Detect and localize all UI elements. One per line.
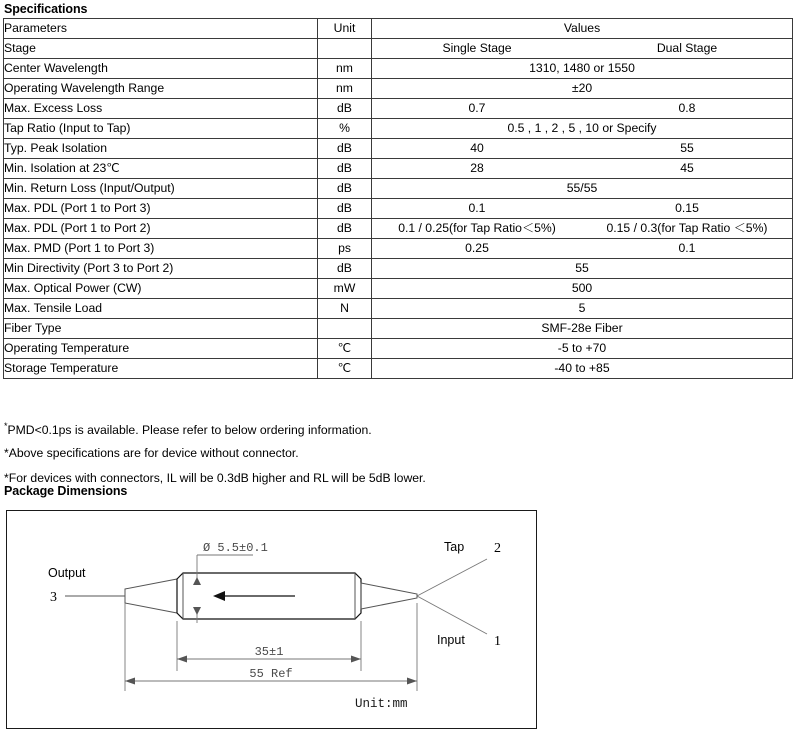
table-row (4, 259, 793, 279)
cell-unit: dB (318, 179, 372, 199)
footnote-without-connector: *Above specifications are for device without connector. (4, 446, 299, 460)
cell-value (372, 139, 793, 159)
input-lead-line (417, 596, 487, 634)
cell-value-dual-stage: 0.8 (678, 101, 696, 115)
package-drawing-svg (7, 511, 536, 728)
cell-unit: ℃ (318, 339, 372, 359)
cell-unit: dB (318, 159, 372, 179)
cell-value-dual-stage: 0.15 (675, 201, 699, 215)
cell-parameter: Operating Wavelength Range (4, 79, 318, 99)
cell-value (372, 99, 793, 119)
cell-unit: dB (318, 219, 372, 239)
cell-value-single-stage: 0.7 (468, 101, 486, 115)
table-row (4, 79, 793, 99)
cell-parameter: Operating Temperature (4, 339, 318, 359)
cell-value (372, 219, 793, 239)
footnote-pmd (4, 421, 372, 437)
cell-unit: % (318, 119, 372, 139)
cell-value (372, 159, 793, 179)
cell-parameter: Max. PDL (Port 1 to Port 2) (4, 219, 318, 239)
value-split (372, 39, 792, 58)
port-output-label: Output (48, 566, 86, 580)
port-tap-number: 2 (494, 541, 501, 556)
cell-value-single-stage: Single Stage (442, 41, 512, 55)
table-row (4, 239, 793, 259)
cell-value-single-stage: 28 (470, 161, 484, 175)
table-row (4, 319, 793, 339)
cell-value: Values (372, 19, 793, 39)
cell-parameter: Min Directivity (Port 3 to Port 2) (4, 259, 318, 279)
cell-value-single-stage: 0.25 (465, 241, 489, 255)
port-input-label: Input (437, 633, 465, 647)
table-row (4, 159, 793, 179)
value-split (372, 139, 792, 158)
table-row (4, 139, 793, 159)
cell-unit: Unit (318, 19, 372, 39)
total-length-label: 55 Ref (249, 667, 293, 681)
cell-value: 55/55 (372, 179, 793, 199)
table-row (4, 219, 793, 239)
page-title-specifications: Specifications (4, 2, 88, 16)
value-split (372, 159, 792, 178)
cell-value-single-stage: 40 (470, 141, 484, 155)
diameter-dimension (193, 555, 253, 623)
table-row (4, 39, 793, 59)
unit-label: Unit:mm (355, 697, 408, 711)
value-split (372, 239, 792, 258)
cell-parameter: Fiber Type (4, 319, 318, 339)
cell-parameter: Max. Optical Power (CW) (4, 279, 318, 299)
cell-value-dual-stage: 0.15 / 0.3(for Tap Ratio ＜5%) (606, 221, 768, 235)
cell-value: -5 to +70 (372, 339, 793, 359)
cell-value: -40 to +85 (372, 359, 793, 379)
cell-unit (318, 319, 372, 339)
cell-unit (318, 39, 372, 59)
cell-parameter: Max. PDL (Port 1 to Port 3) (4, 199, 318, 219)
table-row (4, 359, 793, 379)
table-row (4, 339, 793, 359)
value-split (372, 219, 792, 238)
signal-direction-arrow (213, 591, 295, 601)
port-output-number: 3 (50, 590, 57, 605)
cell-unit: ps (318, 239, 372, 259)
cell-value: 0.5 , 1 , 2 , 5 , 10 or Specify (372, 119, 793, 139)
cell-value-dual-stage: 45 (680, 161, 694, 175)
specifications-table (3, 18, 793, 379)
cell-parameter: Min. Return Loss (Input/Output) (4, 179, 318, 199)
cell-unit: nm (318, 79, 372, 99)
cell-parameter: Stage (4, 39, 318, 59)
cell-value (372, 199, 793, 219)
cell-unit: ℃ (318, 359, 372, 379)
port-tap-label: Tap (444, 540, 465, 554)
cell-value: SMF-28e Fiber (372, 319, 793, 339)
cell-value: ±20 (372, 79, 793, 99)
cell-value (372, 39, 793, 59)
table-row (4, 179, 793, 199)
cell-unit: dB (318, 139, 372, 159)
value-split (372, 99, 792, 118)
cell-parameter: Center Wavelength (4, 59, 318, 79)
body-length-label: 35±1 (254, 645, 284, 659)
cell-unit: N (318, 299, 372, 319)
table-row (4, 299, 793, 319)
cell-parameter: Max. Excess Loss (4, 99, 318, 119)
cell-unit: dB (318, 259, 372, 279)
cell-value: 1310, 1480 or 1550 (372, 59, 793, 79)
cell-value (372, 239, 793, 259)
specifications-table-wrap (3, 18, 793, 379)
cell-parameter: Typ. Peak Isolation (4, 139, 318, 159)
cell-value: 500 (372, 279, 793, 299)
specifications-table-body (4, 19, 793, 379)
footnote-asterisk: * (4, 421, 8, 431)
value-split (372, 199, 792, 218)
table-row (4, 59, 793, 79)
page-title-package-dimensions: Package Dimensions (4, 484, 128, 498)
cell-value-dual-stage: Dual Stage (656, 41, 718, 55)
left-boot (125, 579, 177, 613)
table-row (4, 199, 793, 219)
cell-parameter: Tap Ratio (Input to Tap) (4, 119, 318, 139)
footnote-pmd-text: PMD<0.1ps is available. Please refer to below ordering information. (7, 423, 372, 437)
tap-lead-line (417, 559, 487, 596)
cell-unit: dB (318, 199, 372, 219)
cell-value-single-stage: 0.1 / 0.25(for Tap Ratio＜5%) (398, 221, 556, 235)
cell-unit: nm (318, 59, 372, 79)
cell-unit: mW (318, 279, 372, 299)
table-row (4, 279, 793, 299)
cell-parameter: Max. PMD (Port 1 to Port 3) (4, 239, 318, 259)
package-dimensions-diagram (6, 510, 537, 729)
table-row (4, 99, 793, 119)
cell-parameter: Parameters (4, 19, 318, 39)
cell-value: 5 (372, 299, 793, 319)
footnote-with-connectors: *For devices with connectors, IL will be 0.3dB higher and RL will be 5dB lower. (4, 471, 426, 485)
right-boot (361, 583, 417, 609)
cell-value-dual-stage: 0.1 (678, 241, 696, 255)
diameter-label: Ø 5.5±0.1 (203, 541, 268, 555)
cell-parameter: Min. Isolation at 23℃ (4, 159, 318, 179)
cell-parameter: Storage Temperature (4, 359, 318, 379)
table-row (4, 19, 793, 39)
cell-value-single-stage: 0.1 (468, 201, 486, 215)
cell-parameter: Max. Tensile Load (4, 299, 318, 319)
cell-unit: dB (318, 99, 372, 119)
port-input-number: 1 (494, 634, 501, 649)
cell-value: 55 (372, 259, 793, 279)
table-row (4, 119, 793, 139)
cell-value-dual-stage: 55 (680, 141, 694, 155)
